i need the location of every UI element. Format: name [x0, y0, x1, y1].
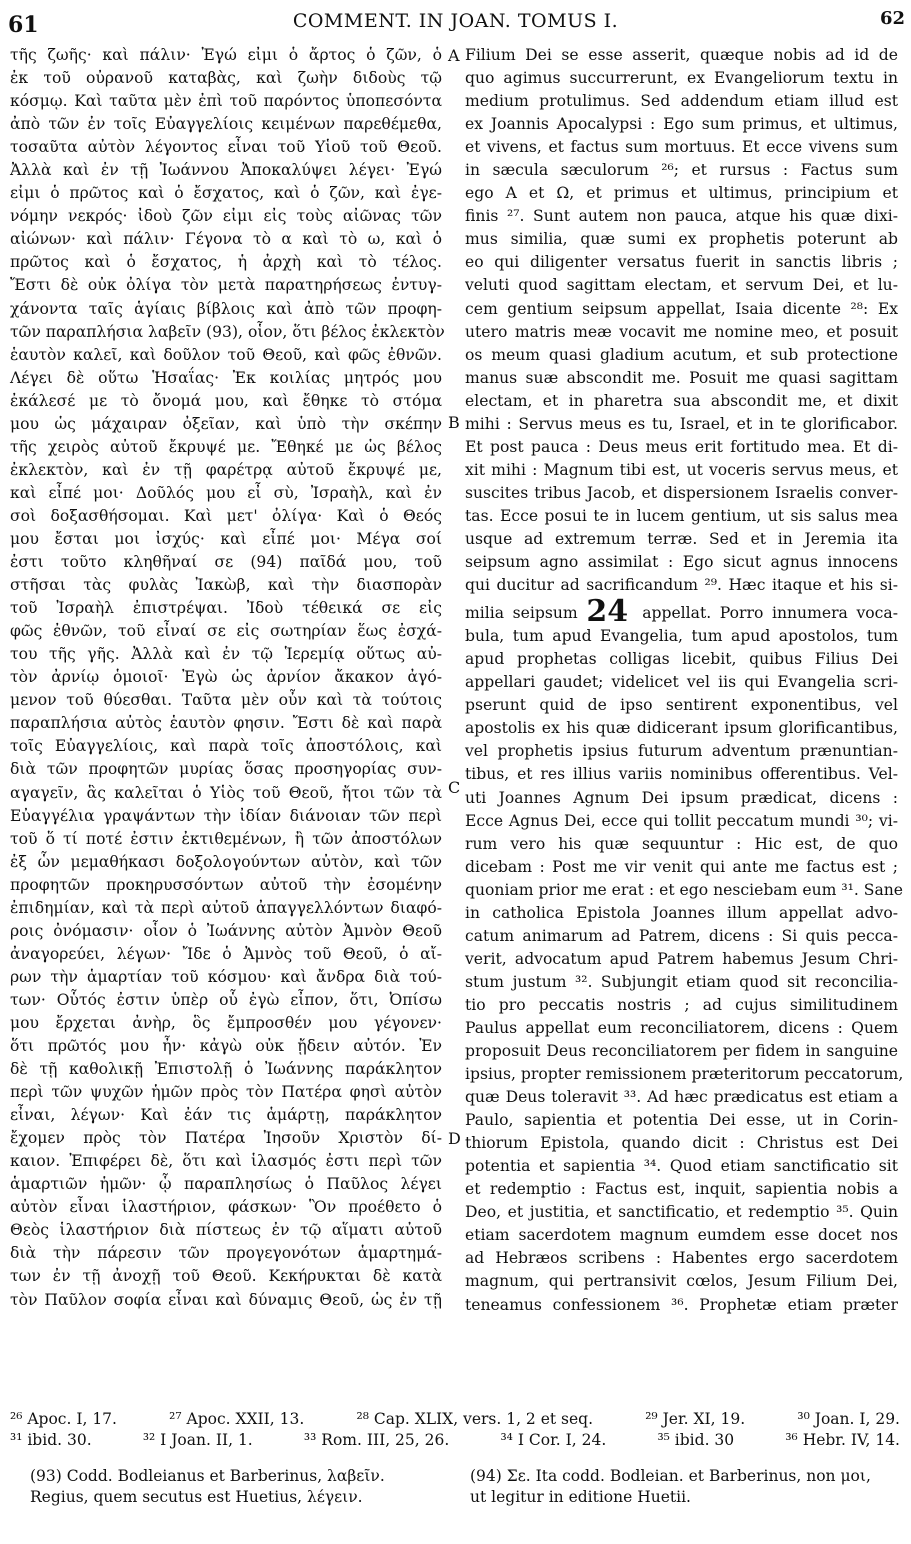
footnote-ref: ²⁹ Jer. XI, 19.: [645, 1410, 746, 1428]
latin-text-line: thiorum Epistola, quando dicit : Christus est Dei: [465, 1134, 898, 1153]
greek-text-line: ἔχομεν πρὸς τὸν Πατέρα Ἰησοῦν Χριστὸν δί-: [10, 1129, 442, 1148]
greek-text-line: τῆς ζωῆς· καὶ πάλιν· Ἐγώ εἰμι ὁ ἄρτος ὁ ζῶν, ὁ: [10, 46, 442, 64]
greek-text-line: ἐκλεκτὸν, καὶ ἐν τῇ φαρέτρᾳ αὐτοῦ ἔκρυψέ με,: [10, 460, 442, 479]
latin-text-line: magnum, qui pertransivit cœlos, Jesum Filium Dei,: [465, 1272, 898, 1291]
latin-text-line: seipsum agno assimilat : Ego sicut agnus innocens: [465, 553, 898, 572]
latin-text-line: quoniam prior me erat : et ego nesciebam eum ³¹. Sane: [465, 880, 904, 899]
greek-text-line: Λέγει δὲ οὕτω Ἡσαΐας· Ἐκ κοιλίας μητρός μου: [10, 368, 442, 387]
footnote-ref: ³² I Joan. II, 1.: [142, 1431, 253, 1449]
greek-text-line: του τῆς γῆς. Ἀλλὰ καὶ ἐν τῷ Ἱερεμίᾳ οὕτως αὐ-: [10, 645, 442, 664]
margin-letter-b: B: [448, 413, 460, 432]
greek-text-line: ἐστι τοῦτο κληθῆναί σε (94) παῖδά μου, τοῦ: [10, 553, 442, 572]
greek-text-line: τοσαῦτα αὐτὸν λέγοντος εἶναι τοῦ Υἱοῦ τοῦ Θεοῦ.: [10, 138, 442, 157]
greek-text-line: ρων τὴν ἁμαρτίαν τοῦ κόσμου· καὶ ἄνδρα διὰ τού-: [10, 967, 442, 986]
latin-text-line: rum vero his quæ sequuntur : Hic est, de quo: [465, 834, 898, 853]
greek-text-line: Εὐαγγέλια γραψάντων τὴν ἰδίαν διάνοιαν τῶν περὶ: [10, 806, 442, 825]
latin-text-line: proposuit Deus reconciliatorem per fidem in sanguine: [465, 1042, 898, 1061]
greek-text-line: δὲ τῇ καθολικῇ Ἐπιστολῇ ὁ Ἰωάννης παράκλητον: [10, 1060, 442, 1079]
critical-note-93: (93) Codd. Bodleianus et Barberinus, λαβεῖν. Regius, quem secutus est Huetius, λέγειν.: [30, 1467, 385, 1506]
latin-text-line: tas. Ecce posui te in lucem gentium, ut sis salus mea: [465, 506, 898, 525]
latin-text-line: veluti quod sagittam electam, et servum Dei, et lu-: [465, 276, 898, 295]
margin-letter-d: D: [448, 1129, 461, 1148]
latin-text-line: xit mihi : Magnum tibi est, ut voceris servus meus, et: [465, 460, 898, 479]
footnote-ref: ³³ Rom. III, 25, 26.: [303, 1431, 450, 1449]
latin-text-line: vel prophetis ipsius futurum adventum prænuntian-: [465, 742, 898, 761]
latin-text-line: potentia et sapientia ³⁴. Quod etiam sanctificatio sit: [465, 1157, 898, 1176]
margin-letter-a: A: [448, 46, 460, 65]
critical-note-94: (94) Σε. Ita codd. Bodleian. et Barberinus, non μοι, ut legitur in editione Huetii.: [470, 1467, 871, 1506]
latin-text-line: etiam sacerdotem magnum eumdem esse docet nos: [465, 1226, 898, 1245]
latin-text-line: os meum quasi gladium acutum, et sub protectione: [465, 345, 898, 364]
latin-text-line: appellari gaudet; videlicet vel iis qui Evangelia scri-: [465, 673, 898, 692]
latin-text-line: tio pro peccatis nostris ; ad cujus similitudinem: [465, 995, 898, 1014]
latin-text-line: finis ²⁷. Sunt autem non pauca, atque his quæ dixi-: [465, 207, 898, 226]
latin-text-line: medium protulimus. Sed addendum etiam illud est: [465, 92, 898, 111]
greek-text-line: ἁμαρτιῶν ἡμῶν· ᾧ παραπλησίως ὁ Παῦλος λέγει: [10, 1175, 442, 1194]
footnotes: [10, 1409, 900, 1451]
footnote-row-1: [10, 1409, 900, 1430]
greek-text-line: ἀπὸ τῶν ἐν τοῖς Εὐαγγελίοις κειμένων παρεθέμεθα,: [10, 115, 442, 134]
latin-text-line: et vivens, et factus sum mortuus. Et ecce vivens sum: [465, 138, 898, 157]
latin-text-line: catum animarum ad Patrem, dicens : Si quis pecca-: [465, 926, 898, 945]
latin-text-line: uti Joannes Agnum Dei ipsum prædicat, dicens :: [465, 788, 898, 807]
latin-text-line: cem gentium seipsum appellat, Isaia dicente ²⁸: Ex: [465, 299, 898, 318]
greek-text-line: ἑαυτὸν καλεῖ, καὶ δοῦλον τοῦ Θεοῦ, καὶ φῶς ἐθνῶν.: [10, 345, 442, 364]
latin-text-line: in catholica Epistola Joannes illum appellat advo-: [465, 903, 898, 922]
greek-text-line: των ἐν τῇ ἀνοχῇ τοῦ Θεοῦ. Κεκήρυκται δὲ κατὰ: [10, 1267, 442, 1286]
greek-text-line: εἶναι, λέγων· Καὶ ἐάν τις ἁμάρτῃ, παράκλητον: [10, 1106, 442, 1125]
latin-text-line: ad Hebræos scribens : Habentes ergo sacerdotem: [465, 1249, 898, 1268]
greek-text-line: ἐκάλεσέ με τὸ ὄνομά μου, καὶ ἔθηκε τὸ στόμα: [10, 391, 442, 410]
greek-text-line: νόμην νεκρός· ἰδοὺ ζῶν εἰμι εἰς τοὺς αἰῶνας τῶν: [10, 207, 442, 226]
greek-column: [10, 44, 445, 1312]
greek-text-line: αγαγεῖν, ἃς καλεῖται ὁ Υἱὸς τοῦ Θεοῦ, ἤτοι τῶν τὰ: [10, 783, 442, 802]
greek-text-line: καιον. Ἐπιφέρει δὲ, ὅτι καὶ ἱλασμός ἐστι περὶ τῶν: [10, 1152, 442, 1171]
latin-text-line: dicebam : Post me vir venit qui ante me factus est ;: [465, 857, 898, 876]
greek-text-line: μου ὡς μάχαιραν ὀξεῖαν, καὶ ὑπὸ τὴν σκέπην: [10, 414, 442, 433]
latin-text-line: qui ducitur ad sacrificandum ²⁹. Hæc itaque et his si-: [465, 576, 898, 595]
greek-text-line: τὸν ἀρνίῳ ὁμοιοῖ· Ἐγὼ ὡς ἀρνίον ἄκακον ἀγό-: [10, 668, 442, 687]
latin-text-line: verit, advocatum apud Patrem habemus Jesum Chri-: [465, 949, 898, 968]
greek-text-line: Ἔστι δὲ οὐκ ὀλίγα τὸν μετὰ παρατηρήσεως ἐντυγ-: [10, 276, 442, 295]
greek-text-line: ἐπιδημίαν, καὶ τὰ περὶ αὐτοῦ ἀπαγγελλόντων διαφό-: [10, 898, 442, 917]
greek-text-line: ἐξ ὧν μεμαθήκασι δοξολογούντων αὐτὸν, καὶ τῶν: [10, 852, 442, 871]
latin-text-line: quæ Deus toleravit ³³. Ad hæc prædicatus est etiam a: [465, 1088, 898, 1107]
footnote-ref: ³⁰ Joan. I, 29.: [797, 1410, 900, 1428]
greek-text-line: μου ἔσται μοι ἰσχύς· καὶ εἶπέ μοι· Μέγα σοί: [10, 529, 442, 548]
greek-text-line: τὸν Παῦλον σοφία εἶναι καὶ δύναμις Θεοῦ, ὡς ἐν τῇ: [10, 1290, 442, 1309]
latin-text-line: Paulo, sapientia et potentia Dei esse, ut in Corin-: [465, 1111, 898, 1130]
page-number-right: 62: [879, 8, 905, 29]
greek-text-line: τοῖς Εὐαγγελίοις, καὶ παρὰ τοῖς ἀποστόλοις, καὶ: [10, 737, 442, 756]
greek-text-line: κόσμῳ. Καὶ ταῦτα μὲν ἐπὶ τοῦ παρόντος ὑποπεσόντα: [10, 92, 442, 111]
greek-text-line: ροις ὀνόμασιν· οἷον ὁ Ἰωάννης αὐτὸν Ἀμνὸν Θεοῦ: [10, 921, 442, 940]
latin-text-line: usque ad extremum terræ. Sed et in Jeremia ita: [465, 529, 898, 548]
latin-text-line: mihi : Servus meus es tu, Israel, et in te glorificabor.: [465, 414, 898, 433]
greek-text-line: ὅτι πρῶτός μου ἦν· κἀγὼ οὐκ ᾔδειν αὐτόν. Ἐν: [10, 1037, 442, 1056]
latin-text-line: mus similia, quæ sumi ex prophetis poterunt ab: [465, 230, 898, 249]
greek-text-line: τῶν παραπλήσια λαβεῖν (93), οἷον, ὅτι βέλος ἐκλεκτὸν: [10, 322, 445, 341]
footnote-ref: ³⁴ I Cor. I, 24.: [500, 1431, 607, 1449]
latin-text-line: electam, et in pharetra sua abscondit me, et dixit: [465, 391, 898, 410]
latin-text-line: Filium Dei se esse asserit, quæque nobis ad id de: [465, 46, 898, 64]
greek-text-line: τοῦ Ἰσραὴλ ἐπιστρέψαι. Ἰδοὺ τέθεικά σε εἰς: [10, 599, 442, 618]
greek-text-line: καὶ εἶπέ μοι· Δοῦλός μου εἶ σὺ, Ἰσραὴλ, καὶ ἐν: [10, 483, 442, 502]
latin-text-fragment: milia seipsum: [465, 604, 578, 623]
greek-text-line: χάνοντα ταῖς ἁγίαις βίβλοις καὶ ἀπὸ τῶν προφη-: [10, 299, 442, 318]
greek-text-line: διὰ τῶν προφητῶν μυρίας ὅσας προσηγορίας συν-: [10, 760, 442, 779]
column-marker: 24: [586, 594, 643, 630]
latin-text-line: tibus, et res illius variis nominibus offerentibus. Vel-: [465, 765, 898, 784]
footnote-row-2: [10, 1430, 900, 1451]
latin-text-line: pserunt quid de ipso sentirent exponentibus, vel: [465, 696, 898, 715]
latin-text-line: stum justum ³². Subjungit etiam quod sit reconcilia-: [465, 972, 898, 991]
footnote-ref: ³⁵ ibid. 30: [657, 1431, 735, 1449]
latin-text-line: ex Joannis Apocalypsi : Ego sum primus, et ultimus,: [465, 115, 898, 134]
greek-text-line: παραπλήσια αὐτὸς ἑαυτὸν φησιν. Ἔστι δὲ καὶ παρὰ: [10, 714, 442, 733]
greek-text-line: τοῦ ὅ τί ποτέ ἐστιν ἐκτιθεμένων, ἢ τῶν ἀποστόλων: [10, 829, 442, 848]
greek-text-line: διὰ τὴν πάρεσιν τῶν προγεγονότων ἁμαρτημά-: [10, 1244, 442, 1263]
greek-text-line: φῶς ἐθνῶν, τοῦ εἶναί σε εἰς σωτηρίαν ἕως ἐσχά-: [10, 622, 442, 641]
latin-column: [465, 44, 904, 1317]
greek-text-line: Ἀλλὰ καὶ ἐν τῇ Ἰωάννου Ἀποκαλύψει λέγει· Ἐγώ: [10, 161, 442, 180]
latin-text-line: apostolis ex his quæ didicerant ipsum glorificantibus,: [465, 719, 898, 738]
greek-text-line: πρῶτος καὶ ὁ ἔσχατος, ἡ ἀρχὴ καὶ τὸ τέλος.: [10, 253, 442, 272]
latin-text-line: suscites tribus Jacob, et dispersionem Israelis conver-: [465, 483, 898, 502]
latin-text-line: et redemptio : Factus est, inquit, sapientia nobis a: [465, 1180, 898, 1199]
latin-text-line: eo qui diligenter versatus fuerit in sanctis libris ;: [465, 253, 898, 272]
footnote-ref: ²⁷ Apoc. XXII, 13.: [169, 1410, 305, 1428]
footnote-ref: ³⁶ Hebr. IV, 14.: [785, 1431, 900, 1449]
margin-letter-c: C: [448, 778, 461, 797]
greek-text-line: αὐτὸν εἶναι ἱλαστήριον, φάσκων· Ὃν προέθετο ὁ: [10, 1198, 442, 1217]
latin-text-line: in sæcula sæculorum ²⁶; et rursus : Factus sum: [465, 161, 898, 180]
latin-text-line: ipsius, propter remissionem præteritorum peccatorum,: [465, 1065, 904, 1084]
latin-text-line: ego A et Ω, et primus et ultimus, principium et: [465, 184, 898, 203]
latin-text-line: apud prophetas colligas licebit, quibus Filius Dei: [465, 650, 898, 669]
greek-text-line: περὶ τῶν ψυχῶν ἡμῶν πρὸς τὸν Πατέρα φησὶ αὐτὸν: [10, 1083, 442, 1102]
greek-text-line: μενον τοῦ θύεσθαι. Ταῦτα μὲν οὖν καὶ τὰ τούτοις: [10, 691, 442, 710]
greek-text-line: σοὶ δοξασθήσομαι. Καὶ μετ' ὀλίγα· Καὶ ὁ Θεός: [10, 506, 442, 525]
latin-text-line: [465, 594, 898, 630]
latin-text-line: utero matris meæ vocavit me nomine meo, et posuit: [465, 322, 898, 341]
latin-text-line: quo agimus succurrerunt, ex Evangeliorum textu in: [465, 69, 898, 88]
greek-text-line: εἰμι ὁ πρῶτος καὶ ὁ ἔσχατος, καὶ ὁ ζῶν, καὶ ἐγε-: [10, 184, 442, 203]
greek-text-line: στῆσαι τὰς φυλὰς Ἰακὼβ, καὶ τὴν διασπορὰν: [10, 576, 442, 595]
footnote-ref: ²⁸ Cap. XLIX, vers. 1, 2 et seq.: [356, 1410, 594, 1428]
latin-text-line: Et post pauca : Deus meus erit fortitudo mea. Et di-: [465, 437, 898, 456]
greek-text-line: Θεὸς ἱλαστήριον διὰ πίστεως ἐν τῷ αἵματι αὐτοῦ: [10, 1221, 442, 1240]
greek-text-line: ἐκ τοῦ οὐρανοῦ καταβὰς, καὶ ζωὴν διδοὺς τῷ: [10, 69, 442, 88]
latin-text-line: bula, tum apud Evangelia, tum apud apostolos, tum: [465, 627, 898, 646]
greek-text-line: ἀναγορεύει, λέγων· Ἴδε ὁ Ἀμνὸς τοῦ Θεοῦ, ὁ αἴ-: [10, 944, 442, 963]
latin-text-line: Paulus appellat eum reconciliatorem, dicens : Quem: [465, 1018, 898, 1037]
greek-text-line: μου ἔρχεται ἀνὴρ, ὃς ἔμπροσθέν μου γέγονεν·: [10, 1013, 442, 1032]
latin-text-fragment: appellat. Porro innumera voca-: [642, 604, 898, 623]
latin-text-line: teneamus confessionem ³⁶. Prophetæ etiam præter: [465, 1295, 898, 1314]
running-title: COMMENT. IN JOAN. TOMUS I.: [292, 10, 619, 32]
greek-text-line: των· Οὗτός ἐστιν ὑπὲρ οὗ ἐγὼ εἶπον, ὅτι, Ὀπίσω: [10, 990, 442, 1009]
greek-text-line: τῆς χειρὸς αὐτοῦ ἔκρυψέ με. Ἔθηκέ με ὡς βέλος: [10, 437, 442, 456]
latin-text-line: manus suæ abscondit me. Posuit me quasi sagittam: [465, 368, 898, 387]
footnote-ref: ²⁶ Apoc. I, 17.: [10, 1410, 117, 1428]
latin-text-line: Ecce Agnus Dei, ecce qui tollit peccatum mundi ³⁰; vi-: [465, 811, 898, 830]
greek-text-line: προφητῶν προκηρυσσόντων αὐτοῦ τὴν ἐσομένην: [10, 875, 442, 894]
greek-text-line: αἰώνων· καὶ πάλιν· Γέγονα τὸ α καὶ τὸ ω, καὶ ὁ: [10, 230, 442, 249]
latin-text-line: Deo, et justitia, et sanctificatio, et redemptio ³⁵. Quin: [465, 1203, 898, 1222]
footnote-ref: ³¹ ibid. 30.: [10, 1431, 92, 1449]
page-number-left: 61: [8, 12, 39, 38]
